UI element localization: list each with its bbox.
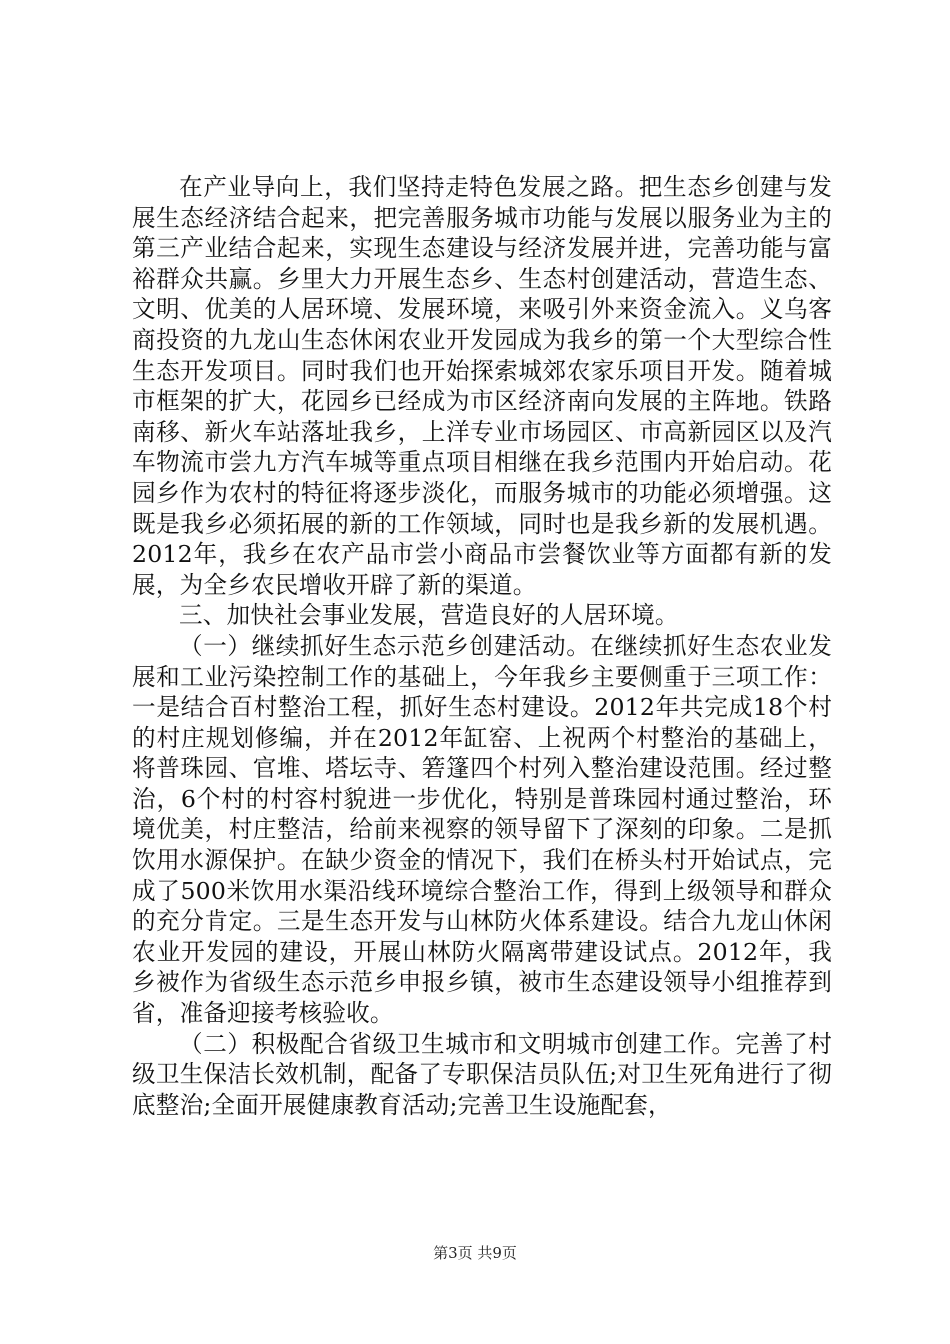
section-heading-social-development: 三、加快社会事业发展，营造良好的人居环境。 [179, 601, 679, 630]
paragraph-industry-orientation: 在产业导向上，我们坚持走特色发展之路。把生态乡创建与发展生态经济结合起来，把完善服务城市功能与发展以服务业为主的第三产业结合起来，实现生态建设与经济发展并进，完善功能与富裕群众共赢。乡里大力开展生态乡、生态村创建活动，营造生态、文明、优美的人居环境、发展环境，来吸引外来资金流入。义乌客商投资的九龙山生态休闲农业开发园成为我乡的第一个大型综合性生态开发项目。同时我们也开始探索城郊农家乐项目开发。随着城市框架的扩大，花园乡已经成为市区经济南向发展的主阵地。铁路南移、新火车站落址我乡，上洋专业市场园区、市高新园区以及汽车物流市尝九方汽车城等重点项目相继在我乡范围内开始启动。花园乡作为农村的特征将逐步淡化，而服务城市的功能必须增强。这既是我乡必须拓展的新的工作领域，同时也是我乡新的发展机遇。2012年，我乡在农产品市尝小商品市尝餐饮业等方面都有新的发展，为全乡农民增收开辟了新的渠道。 [132, 173, 832, 599]
page-footer: 第3页 共9页 [433, 1244, 517, 1262]
paragraph-health-city: （二）积极配合省级卫生城市和文明城市创建工作。完善了村级卫生保洁长效机制，配备了专职保洁员队伍;对卫生死角进行了彻底整治;全面开展健康教育活动;完善卫生设施配套， [132, 1029, 832, 1119]
paragraph-eco-demonstration: （一）继续抓好生态示范乡创建活动。在继续抓好生态农业发展和工业污染控制工作的基础上，今年我乡主要侧重于三项工作：一是结合百村整治工程，抓好生态村建设。2012年共完成18个村的村庄规划修编，并在2012年缸窑、上祝两个村整治的基础上，将普珠园、官堆、塔坛寺、箬篷四个村列入整治建设范围。经过整治，6个村的村容村貌进一步优化，特别是普珠园村通过整治，环境优美，村庄整洁，给前来视察的领导留下了深刻的印象。二是抓饮用水源保护。在缺少资金的情况下，我们在桥头村开始试点，完成了500米饮用水渠沿线环境综合整治工作，得到上级领导和群众的充分肯定。三是生态开发与山林防火体系建设。结合九龙山休闲农业开发园的建设，开展山林防火隔离带建设试点。2012年，我乡被作为省级生态示范乡申报乡镇，被市生态建设领导小组推荐到省，准备迎接考核验收。 [132, 631, 832, 1028]
document-body [132, 172, 832, 1120]
